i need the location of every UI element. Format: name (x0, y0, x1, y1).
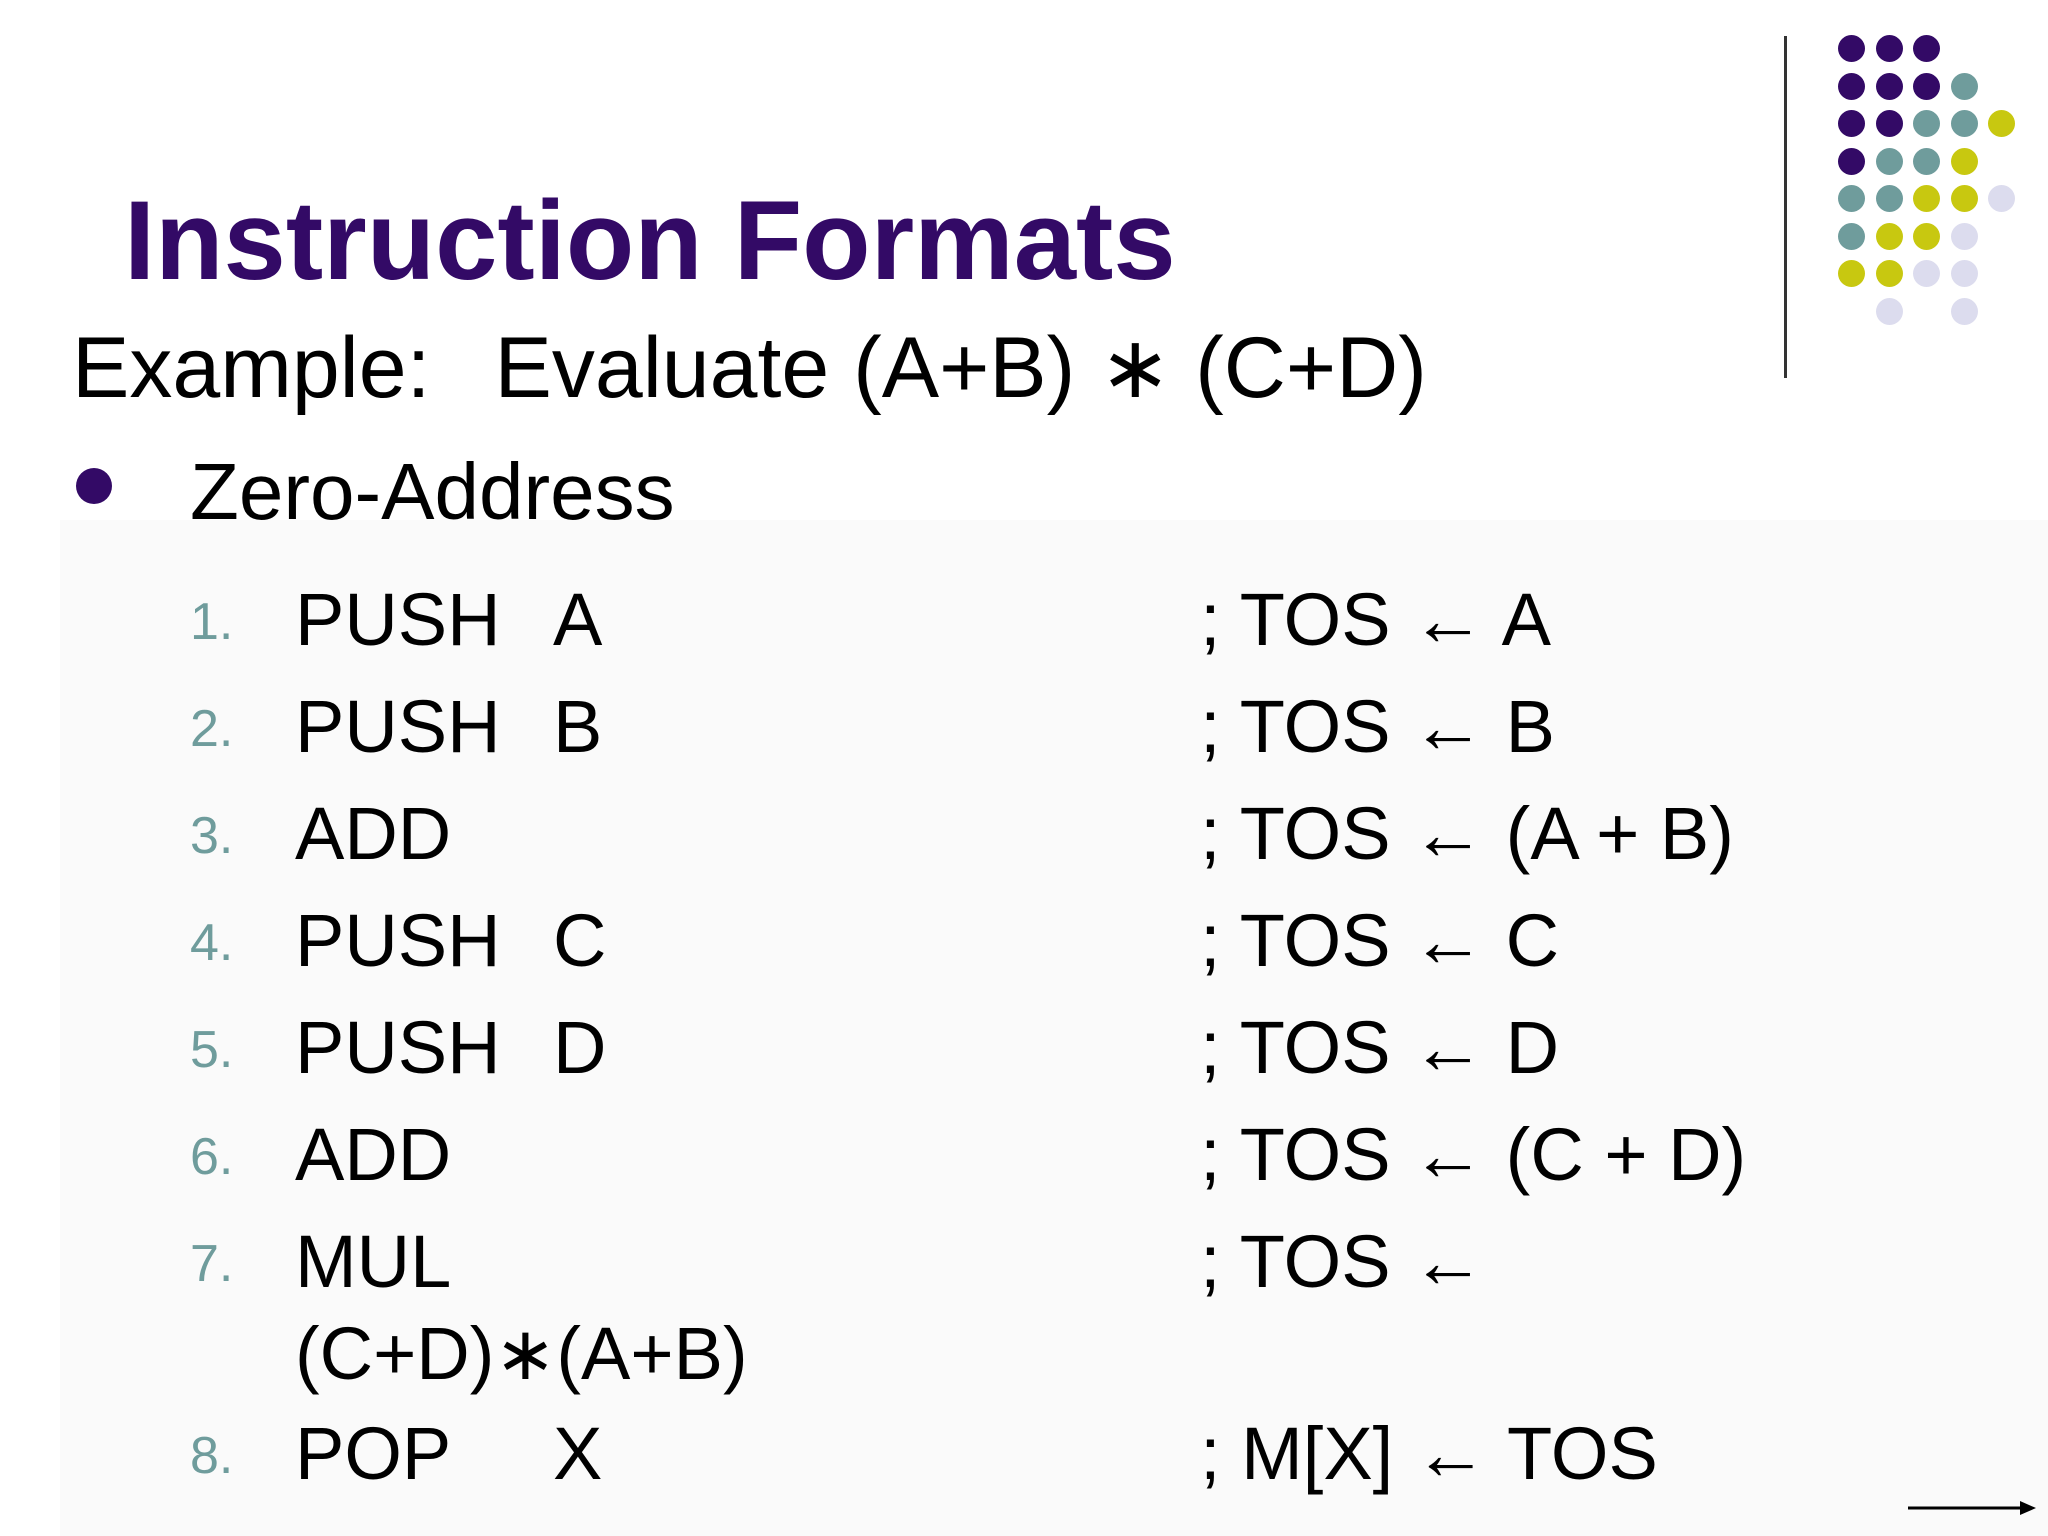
step-operand: B (553, 685, 603, 768)
step-opcode: PUSH (295, 685, 501, 768)
step-opcode: PUSH (295, 578, 501, 661)
decoration-dot (1913, 110, 1940, 137)
step-comment: ; TOS ← C (1200, 899, 1560, 982)
decoration-dot (1876, 35, 1903, 62)
decoration-dot (1913, 223, 1940, 250)
step-operand: D (553, 1006, 607, 1089)
step-continuation: (C+D)∗(A+B) (295, 1312, 748, 1395)
instruction-step (0, 1113, 2048, 1208)
example-line (72, 320, 1427, 416)
decoration-dot (1876, 185, 1903, 212)
step-comment: ; TOS ← (C + D) (1200, 1113, 1747, 1196)
instruction-step (0, 792, 2048, 887)
decoration-dot (1876, 110, 1903, 137)
step-opcode: MUL (295, 1220, 452, 1303)
instruction-step (0, 578, 2048, 673)
instruction-step (0, 1006, 2048, 1101)
decoration-dot (1838, 185, 1865, 212)
step-opcode: PUSH (295, 1006, 501, 1089)
step-comment: ; TOS ← (1200, 1220, 1486, 1303)
decoration-dot (1838, 148, 1865, 175)
step-comment: ; TOS ← (A + B) (1200, 792, 1734, 875)
step-operand: C (553, 899, 607, 982)
decoration-dot (1876, 298, 1903, 325)
step-operand: X (553, 1412, 603, 1495)
decoration-dot (1951, 298, 1978, 325)
decoration-dot (1838, 73, 1865, 100)
step-opcode: POP (295, 1412, 452, 1495)
decoration-dot (1876, 148, 1903, 175)
example-label: Example: (72, 320, 431, 416)
step-number: 7. (190, 1235, 234, 1293)
step-number: 8. (190, 1427, 234, 1485)
decoration-dot (1838, 260, 1865, 287)
decoration-dot (1876, 73, 1903, 100)
example-text: Evaluate (A+B) ∗ (C+D) (494, 320, 1427, 416)
step-comment: ; TOS ← B (1200, 685, 1556, 768)
step-number: 6. (190, 1128, 234, 1186)
step-comment: ; TOS ← A (1200, 578, 1551, 661)
step-opcode: ADD (295, 792, 452, 875)
decoration-dot (1951, 260, 1978, 287)
decoration-dot (1913, 73, 1940, 100)
decoration-dot (1988, 110, 2015, 137)
step-comment: ; TOS ← D (1200, 1006, 1560, 1089)
decoration-dot (1913, 35, 1940, 62)
step-opcode: ADD (295, 1113, 452, 1196)
decoration-dot (1951, 110, 1978, 137)
right-arrow-icon[interactable] (1908, 1496, 2038, 1520)
step-number: 2. (190, 700, 234, 758)
instruction-step (0, 685, 2048, 780)
instruction-step (0, 899, 2048, 994)
vertical-divider (1784, 36, 1787, 378)
decoration-dot (1951, 223, 1978, 250)
decoration-dot (1951, 185, 1978, 212)
step-number: 3. (190, 807, 234, 865)
decoration-dot (1838, 35, 1865, 62)
decoration-dot (1951, 73, 1978, 100)
step-operand: A (553, 578, 603, 661)
decoration-dot (1913, 148, 1940, 175)
decoration-dot (1838, 223, 1865, 250)
instruction-step (0, 1220, 2048, 1405)
step-comment: ; M[X] ← TOS (1200, 1412, 1658, 1495)
instruction-step (0, 1412, 2048, 1507)
slide-title: Instruction Formats (124, 178, 1176, 303)
decoration-dot (1876, 260, 1903, 287)
step-number: 1. (190, 593, 234, 651)
step-opcode: PUSH (295, 899, 501, 982)
step-number: 4. (190, 914, 234, 972)
decoration-dot (1988, 185, 2015, 212)
decoration-dot (1913, 185, 1940, 212)
decoration-dot (1951, 148, 1978, 175)
decoration-dot (1838, 110, 1865, 137)
decoration-dot (1876, 223, 1903, 250)
decoration-dot (1913, 260, 1940, 287)
section-heading: Zero-Address (190, 447, 675, 536)
step-number: 5. (190, 1021, 234, 1079)
bullet-dot-icon (76, 468, 112, 504)
